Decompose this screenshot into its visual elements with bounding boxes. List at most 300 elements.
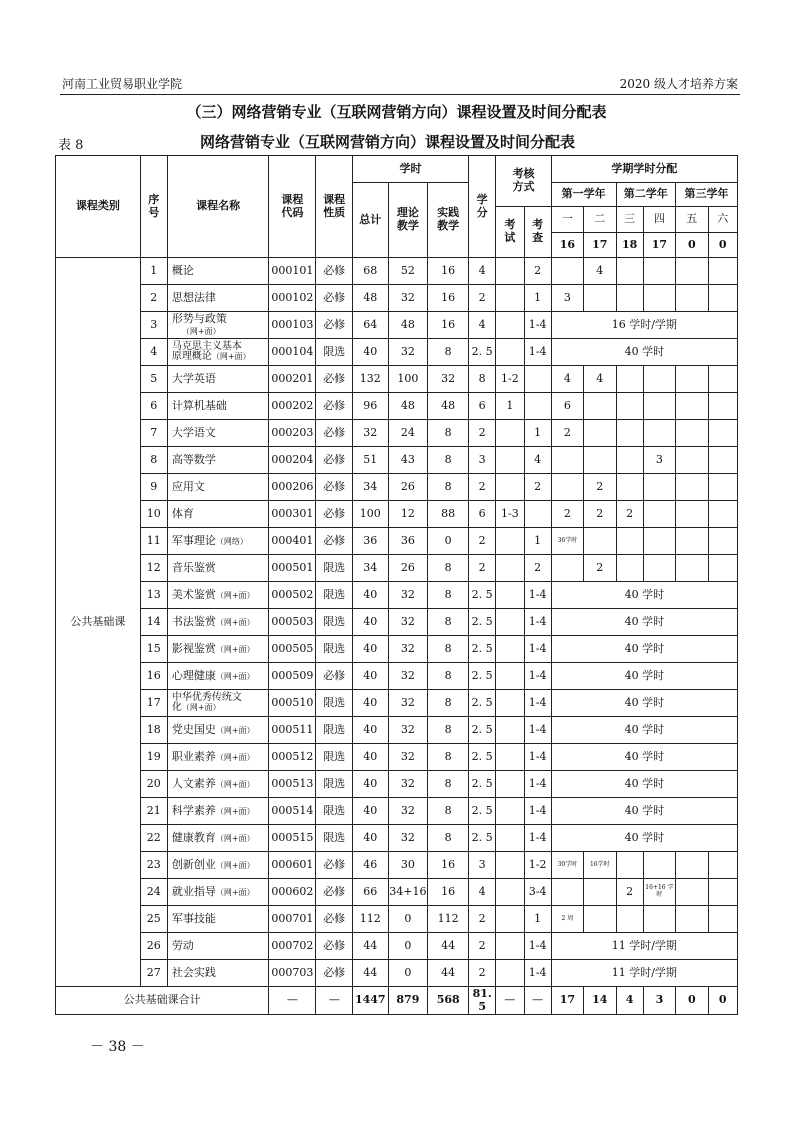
total-cell: 34 — [352, 555, 388, 582]
term-span-cell: 40 学时 — [551, 744, 737, 771]
course-name: 马克思主义基本 — [171, 340, 242, 352]
course-name-cell — [167, 717, 268, 744]
term-cell — [643, 528, 675, 555]
credit-cell: 2 — [469, 933, 496, 960]
check-cell: 2 — [524, 555, 551, 582]
total-cell: 40 — [352, 663, 388, 690]
term-cell — [616, 555, 643, 582]
col-weeks-6: 0 — [708, 233, 738, 258]
course-name-cell — [167, 852, 268, 879]
code-cell: 000206 — [269, 474, 316, 501]
practice-cell: 8 — [428, 474, 469, 501]
table-row — [56, 474, 738, 501]
term-span-cell: 40 学时 — [551, 663, 737, 690]
exam-cell — [496, 474, 524, 501]
course-name: 高等数学 — [171, 452, 216, 466]
seq-cell: 16 — [140, 663, 167, 690]
col-hours: 学时 — [352, 156, 468, 183]
practice-cell: 88 — [428, 501, 469, 528]
term-cell — [551, 555, 583, 582]
exam-cell — [496, 933, 524, 960]
code-cell: 000701 — [269, 906, 316, 933]
page-number: － 38 － — [90, 1039, 145, 1055]
code-cell: 000515 — [269, 825, 316, 852]
exam-cell — [496, 285, 524, 312]
total-cell: 66 — [352, 879, 388, 906]
summary-term: 17 — [551, 987, 583, 1015]
credit-cell: 2. 5 — [469, 663, 496, 690]
table-row — [56, 258, 738, 285]
term-cell — [584, 420, 616, 447]
check-cell: 1 — [524, 528, 551, 555]
theory-cell: 32 — [388, 798, 428, 825]
total-cell: 96 — [352, 393, 388, 420]
theory-cell: 32 — [388, 663, 428, 690]
term-cell: 6 — [551, 393, 583, 420]
col-weeks-4: 17 — [643, 233, 675, 258]
check-cell: 1-4 — [524, 690, 551, 717]
credit-cell: 2. 5 — [469, 636, 496, 663]
check-cell: 3-4 — [524, 879, 551, 906]
course-name: 概论 — [171, 263, 194, 277]
seq-cell: 24 — [140, 879, 167, 906]
term-cell: 2 — [584, 555, 616, 582]
plan-name: 2020 级人才培养方案 — [619, 77, 738, 91]
exam-cell: 1-2 — [496, 366, 524, 393]
practice-cell: 8 — [428, 555, 469, 582]
theory-cell: 48 — [388, 312, 428, 339]
course-name-cell — [167, 366, 268, 393]
total-cell: 40 — [352, 339, 388, 366]
course-name-cell — [167, 555, 268, 582]
term-cell: 3 — [551, 285, 583, 312]
theory-cell: 100 — [388, 366, 428, 393]
seq-cell: 17 — [140, 690, 167, 717]
col-term-6: 六 — [708, 207, 738, 233]
term-span-cell: 40 学时 — [551, 636, 737, 663]
check-cell: 1-4 — [524, 609, 551, 636]
theory-cell: 48 — [388, 393, 428, 420]
term-cell: 2 — [616, 501, 643, 528]
nature-cell: 必修 — [316, 420, 353, 447]
course-name: 应用文 — [171, 479, 205, 493]
course-name-cell — [167, 339, 268, 366]
term-cell: 3 — [643, 447, 675, 474]
term-cell — [616, 528, 643, 555]
nature-cell: 必修 — [316, 366, 353, 393]
school-name: 河南工业贸易职业学院 — [62, 77, 183, 91]
code-cell: 000203 — [269, 420, 316, 447]
term-cell — [708, 474, 738, 501]
credit-cell: 2 — [469, 906, 496, 933]
exam-cell — [496, 960, 524, 987]
total-cell: 51 — [352, 447, 388, 474]
practice-cell: 16 — [428, 879, 469, 906]
delivery-tag: （网+面） — [211, 352, 251, 361]
code-cell: 000602 — [269, 879, 316, 906]
term-cell — [676, 258, 708, 285]
check-cell — [524, 393, 551, 420]
check-cell: 1-2 — [524, 852, 551, 879]
term-cell: 16学时 — [584, 852, 616, 879]
term-span-cell: 40 学时 — [551, 339, 737, 366]
term-cell — [616, 474, 643, 501]
practice-cell: 44 — [428, 960, 469, 987]
table-head — [56, 156, 738, 258]
check-cell: 1 — [524, 285, 551, 312]
term-cell: 4 — [584, 258, 616, 285]
exam-cell — [496, 771, 524, 798]
table-title: 网络营销专业（互联网营销方向）课程设置及时间分配表 — [200, 133, 576, 151]
category-cell: 公共基础课 — [56, 258, 141, 987]
theory-cell: 36 — [388, 528, 428, 555]
page-header — [60, 72, 740, 95]
total-cell: 64 — [352, 312, 388, 339]
summary-term: 0 — [676, 987, 708, 1015]
practice-cell: 8 — [428, 825, 469, 852]
seq-cell: 10 — [140, 501, 167, 528]
total-cell: 46 — [352, 852, 388, 879]
practice-cell: 48 — [428, 393, 469, 420]
nature-cell: 必修 — [316, 312, 353, 339]
theory-cell: 0 — [388, 906, 428, 933]
course-name-cell — [167, 879, 268, 906]
nature-cell: 限选 — [316, 582, 353, 609]
table-row — [56, 663, 738, 690]
term-cell — [676, 879, 708, 906]
nature-cell: 必修 — [316, 960, 353, 987]
col-term-3: 三 — [616, 207, 643, 233]
seq-cell: 23 — [140, 852, 167, 879]
seq-cell: 26 — [140, 933, 167, 960]
theory-cell: 32 — [388, 339, 428, 366]
course-name: 大学语文 — [171, 425, 216, 439]
code-cell: 000104 — [269, 339, 316, 366]
credit-cell: 2. 5 — [469, 690, 496, 717]
nature-cell: 限选 — [316, 744, 353, 771]
term-cell — [676, 447, 708, 474]
course-name-cell — [167, 960, 268, 987]
table-body — [56, 258, 738, 1015]
credit-cell: 8 — [469, 366, 496, 393]
term-cell — [676, 420, 708, 447]
term-cell — [551, 447, 583, 474]
seq-cell: 27 — [140, 960, 167, 987]
code-cell: 000513 — [269, 771, 316, 798]
code-cell: 000301 — [269, 501, 316, 528]
nature-cell: 必修 — [316, 933, 353, 960]
table-row — [56, 933, 738, 960]
check-cell: 1-4 — [524, 312, 551, 339]
term-cell — [676, 366, 708, 393]
exam-cell — [496, 339, 524, 366]
term-cell — [676, 285, 708, 312]
total-cell: 36 — [352, 528, 388, 555]
table-row — [56, 501, 738, 528]
theory-cell: 32 — [388, 825, 428, 852]
delivery-tag: （网+面） — [215, 644, 255, 654]
theory-cell: 32 — [388, 690, 428, 717]
seq-cell: 25 — [140, 906, 167, 933]
term-span-cell: 11 学时/学期 — [551, 933, 737, 960]
seq-cell: 14 — [140, 609, 167, 636]
exam-cell — [496, 906, 524, 933]
check-cell — [524, 501, 551, 528]
theory-cell: 32 — [388, 582, 428, 609]
course-name-cell — [167, 690, 268, 717]
term-cell — [708, 420, 738, 447]
term-cell — [643, 393, 675, 420]
credit-cell: 6 — [469, 393, 496, 420]
term-cell — [676, 555, 708, 582]
course-name: 职业素养 — [171, 749, 216, 763]
term-cell — [643, 852, 675, 879]
credit-cell: 4 — [469, 312, 496, 339]
practice-cell: 112 — [428, 906, 469, 933]
summary-term: 3 — [643, 987, 675, 1015]
total-cell: 48 — [352, 285, 388, 312]
nature-cell: 限选 — [316, 636, 353, 663]
summary-check: — — [524, 987, 551, 1015]
theory-cell: 32 — [388, 636, 428, 663]
col-dist: 学期学时分配 — [551, 156, 737, 183]
exam-cell — [496, 555, 524, 582]
table-row — [56, 798, 738, 825]
term-cell: 2 — [551, 501, 583, 528]
seq-cell: 22 — [140, 825, 167, 852]
seq-cell: 1 — [140, 258, 167, 285]
course-name: 影视鉴赏 — [171, 641, 216, 655]
term-cell — [708, 447, 738, 474]
practice-cell: 32 — [428, 366, 469, 393]
total-cell: 40 — [352, 582, 388, 609]
delivery-tag: （网+面） — [215, 590, 255, 600]
nature-cell: 必修 — [316, 879, 353, 906]
nature-cell: 限选 — [316, 798, 353, 825]
term-cell — [643, 258, 675, 285]
check-cell: 1-4 — [524, 717, 551, 744]
course-name-cell — [167, 771, 268, 798]
course-name: 中华优秀传统文 — [171, 691, 242, 703]
term-cell — [616, 420, 643, 447]
term-cell — [643, 366, 675, 393]
theory-cell: 43 — [388, 447, 428, 474]
exam-cell — [496, 744, 524, 771]
exam-cell — [496, 447, 524, 474]
term-cell — [616, 906, 643, 933]
nature-cell: 必修 — [316, 501, 353, 528]
term-cell: 2 — [551, 420, 583, 447]
exam-cell — [496, 258, 524, 285]
exam-cell — [496, 879, 524, 906]
col-nature: 课程 性质 — [316, 156, 353, 258]
check-cell: 1-4 — [524, 825, 551, 852]
course-name-cell — [167, 825, 268, 852]
delivery-tag: （网+面） — [215, 887, 255, 897]
course-name-cell — [167, 393, 268, 420]
theory-cell: 26 — [388, 555, 428, 582]
term-span-cell: 40 学时 — [551, 609, 737, 636]
term-cell — [584, 528, 616, 555]
code-cell: 000101 — [269, 258, 316, 285]
exam-cell — [496, 312, 524, 339]
practice-cell: 8 — [428, 690, 469, 717]
exam-cell — [496, 690, 524, 717]
code-cell: 000514 — [269, 798, 316, 825]
theory-cell: 32 — [388, 717, 428, 744]
nature-cell: 限选 — [316, 339, 353, 366]
term-cell — [676, 906, 708, 933]
table-row — [56, 447, 738, 474]
col-year3: 第三学年 — [676, 183, 738, 207]
term-cell — [643, 420, 675, 447]
theory-cell: 30 — [388, 852, 428, 879]
term-cell — [584, 879, 616, 906]
term-cell — [584, 393, 616, 420]
table-row — [56, 609, 738, 636]
term-cell — [616, 285, 643, 312]
term-cell — [708, 528, 738, 555]
theory-cell: 34+16 — [388, 879, 428, 906]
code-cell: 000702 — [269, 933, 316, 960]
credit-cell: 4 — [469, 879, 496, 906]
exam-cell: 1 — [496, 393, 524, 420]
delivery-tag: （网+面） — [215, 833, 255, 843]
table-row — [56, 285, 738, 312]
course-name: 思想法律 — [171, 290, 216, 304]
total-cell: 100 — [352, 501, 388, 528]
credit-cell: 3 — [469, 852, 496, 879]
delivery-tag: （网+面） — [215, 671, 255, 681]
exam-cell — [496, 420, 524, 447]
course-name: 音乐鉴赏 — [171, 560, 216, 574]
practice-cell: 16 — [428, 258, 469, 285]
table-row — [56, 366, 738, 393]
table-row — [56, 312, 738, 339]
term-cell — [643, 906, 675, 933]
col-weeks-3: 18 — [616, 233, 643, 258]
code-cell: 000511 — [269, 717, 316, 744]
course-name: 就业指导 — [171, 884, 216, 898]
theory-cell: 24 — [388, 420, 428, 447]
practice-cell: 8 — [428, 582, 469, 609]
code-cell: 000505 — [269, 636, 316, 663]
summary-exam: — — [496, 987, 524, 1015]
delivery-tag: （网+面） — [215, 617, 255, 627]
term-cell — [584, 447, 616, 474]
section-title: （三）网络营销专业（互联网营销方向）课程设置及时间分配表 — [186, 103, 607, 121]
code-cell: 000202 — [269, 393, 316, 420]
course-name-cell — [167, 447, 268, 474]
summary-row — [56, 987, 738, 1015]
credit-cell: 2 — [469, 528, 496, 555]
practice-cell: 8 — [428, 663, 469, 690]
exam-cell — [496, 582, 524, 609]
table-row — [56, 528, 738, 555]
theory-cell: 26 — [388, 474, 428, 501]
delivery-tag: （网络） — [215, 536, 248, 546]
practice-cell: 8 — [428, 636, 469, 663]
delivery-tag: （网+面） — [215, 779, 255, 789]
seq-cell: 9 — [140, 474, 167, 501]
table-row — [56, 393, 738, 420]
nature-cell: 限选 — [316, 609, 353, 636]
term-cell — [708, 852, 738, 879]
code-cell: 000503 — [269, 609, 316, 636]
course-name-cell — [167, 420, 268, 447]
table-row — [56, 339, 738, 366]
exam-cell — [496, 609, 524, 636]
course-name: 党史国史 — [171, 722, 216, 736]
nature-cell: 必修 — [316, 447, 353, 474]
course-name: 军事技能 — [171, 911, 216, 925]
col-seq: 序 号 — [140, 156, 167, 258]
nature-cell: 必修 — [316, 852, 353, 879]
delivery-tag: （网+面） — [181, 703, 221, 712]
course-name-cell — [167, 285, 268, 312]
seq-cell: 8 — [140, 447, 167, 474]
seq-cell: 12 — [140, 555, 167, 582]
course-name-cell — [167, 609, 268, 636]
nature-cell: 必修 — [316, 393, 353, 420]
code-cell: 000512 — [269, 744, 316, 771]
summary-total: 1447 — [352, 987, 388, 1015]
total-cell: 40 — [352, 690, 388, 717]
practice-cell: 16 — [428, 852, 469, 879]
term-cell — [708, 555, 738, 582]
nature-cell: 必修 — [316, 474, 353, 501]
term-cell — [676, 528, 708, 555]
summary-theory: 879 — [388, 987, 428, 1015]
course-name: 体育 — [171, 506, 194, 520]
course-name-cell — [167, 663, 268, 690]
course-name-cell — [167, 474, 268, 501]
exam-cell — [496, 663, 524, 690]
check-cell: 1-4 — [524, 744, 551, 771]
col-category: 课程类别 — [56, 156, 141, 258]
seq-cell: 5 — [140, 366, 167, 393]
delivery-tag: （网+面） — [215, 860, 255, 870]
code-cell: 000201 — [269, 366, 316, 393]
table-row — [56, 744, 738, 771]
course-name: 书法鉴赏 — [171, 614, 216, 628]
seq-cell: 3 — [140, 312, 167, 339]
course-name: 大学英语 — [171, 371, 216, 385]
course-table — [55, 155, 738, 1015]
term-cell — [551, 258, 583, 285]
term-cell — [676, 474, 708, 501]
total-cell: 40 — [352, 771, 388, 798]
practice-cell: 8 — [428, 420, 469, 447]
practice-cell: 8 — [428, 339, 469, 366]
code-cell: 000502 — [269, 582, 316, 609]
practice-cell: 8 — [428, 744, 469, 771]
code-cell: 000510 — [269, 690, 316, 717]
term-cell — [643, 285, 675, 312]
theory-cell: 32 — [388, 285, 428, 312]
practice-cell: 8 — [428, 771, 469, 798]
theory-cell: 12 — [388, 501, 428, 528]
check-cell: 1-4 — [524, 771, 551, 798]
col-year1: 第一学年 — [551, 183, 616, 207]
practice-cell: 8 — [428, 798, 469, 825]
credit-cell: 2 — [469, 474, 496, 501]
summary-nature: — — [316, 987, 353, 1015]
credit-cell: 2. 5 — [469, 825, 496, 852]
practice-cell: 8 — [428, 717, 469, 744]
table-row — [56, 555, 738, 582]
term-cell — [584, 906, 616, 933]
